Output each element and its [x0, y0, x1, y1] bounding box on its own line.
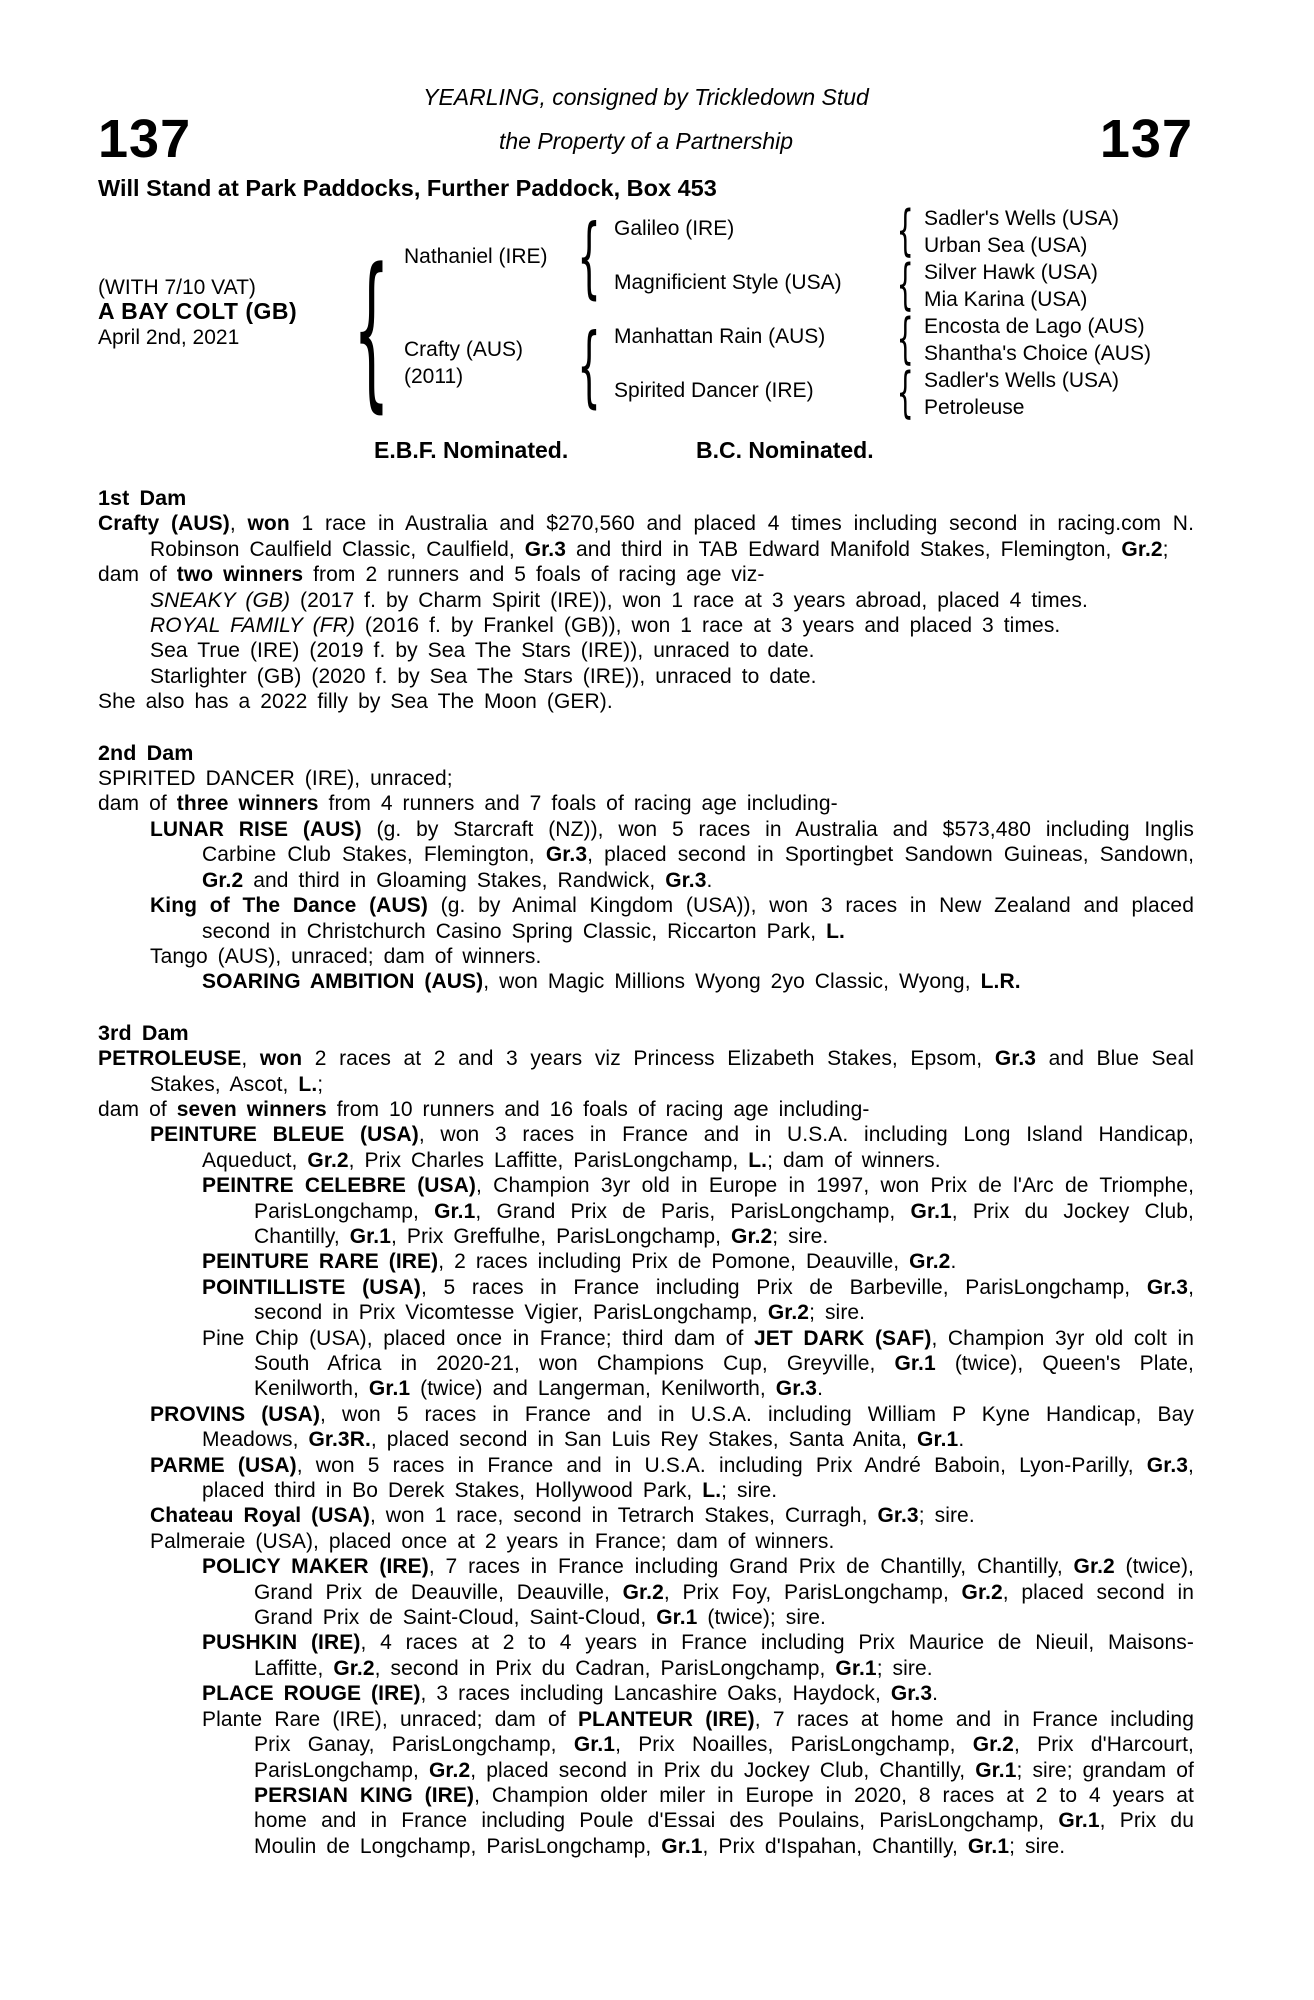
bc-nomination: B.C. Nominated.: [696, 437, 874, 463]
pedigree-paragraph: Sea True (IRE) (2019 f. by Sea The Stars (IRE)), unraced to date.: [150, 639, 815, 663]
sire-dam: Magnificient Style (USA): [614, 271, 842, 294]
foaling-date: April 2nd, 2021: [98, 326, 240, 349]
dam-year: (2011): [404, 365, 464, 388]
dam-name: Crafty (AUS): [404, 338, 524, 361]
lot-number-left: 137: [98, 109, 192, 169]
pedigree-paragraph: ROYAL FAMILY (FR) (2016 f. by Frankel (GB)), won 1 race at 3 years and placed 3 times.: [150, 614, 1061, 638]
pedigree-paragraph: dam of two winners from 2 runners and 5 foals of racing age viz-: [98, 563, 765, 587]
pedigree-paragraph: She also has a 2022 filly by Sea The Moon (GER).: [98, 690, 613, 714]
pedigree-paragraph: PUSHKIN (IRE), 4 races at 2 to 4 years in France including Prix Maurice de Nieuil, Maisons-Laffitte, Gr.2, second in Prix du Cadran, ParisLongchamp, Gr.1; sire.: [202, 1631, 1195, 1680]
pedigree-paragraph: PEINTRE CELEBRE (USA), Champion 3yr old in Europe in 1997, won Prix de l'Arc de Triomphe, ParisLongchamp, Gr.1, Grand Prix de Paris, ParisLongchamp, Gr.1, Prix du Jockey Club, Chantilly, Gr.1, Prix Greffulhe, ParisLongchamp, Gr.2; sire.: [202, 1174, 1195, 1248]
great-grandparent-name: Encosta de Lago (AUS): [924, 315, 1145, 338]
dam-sire: Manhattan Rain (AUS): [614, 325, 826, 348]
vat-note: (WITH 7/10 VAT): [98, 276, 256, 299]
pedigree-brace-icon: {: [896, 307, 914, 370]
great-grandparent-name: Sadler's Wells (USA): [924, 207, 1119, 230]
great-grandparent-name: Mia Karina (USA): [924, 288, 1088, 311]
consignor-line: YEARLING, consigned by Trickledown Stud: [423, 84, 869, 110]
pedigree-brace-icon: {: [896, 253, 914, 316]
pedigree-paragraph: PETROLEUSE, won 2 races at 2 and 3 years viz Princess Elizabeth Stakes, Epsom, Gr.3 and Blue Seal Stakes, Ascot, L.;: [98, 1047, 1194, 1096]
great-grandparent-name: Silver Hawk (USA): [924, 261, 1098, 284]
pedigree-brace-icon: {: [896, 199, 914, 262]
pedigree-paragraph: King of The Dance (AUS) (g. by Animal Kingdom (USA)), won 3 races in New Zealand and placed second in Christchurch Casino Spring Classic, Riccarton Park, L.: [150, 894, 1194, 943]
pedigree-paragraph: dam of seven winners from 10 runners and 16 foals of racing age including-: [98, 1097, 870, 1121]
sire-sire: Galileo (IRE): [614, 217, 735, 240]
pedigree-paragraph: POINTILLISTE (USA), 5 races in France including Prix de Barbeville, ParisLongchamp, Gr.3, second in Prix Vicomtesse Vigier, ParisLongchamp, Gr.2; sire.: [202, 1275, 1195, 1325]
pedigree-paragraph: Crafty (AUS), won 1 race in Australia and $270,560 and placed 4 times including second in racing.com N. Robinson Caulfield Classic, Caulfield, Gr.3 and third in TAB Edward Manifold Stakes, Flemington, Gr.2;: [98, 512, 1195, 561]
dam-section-heading: 1st Dam: [98, 486, 187, 510]
pedigree-paragraph: Palmeraie (USA), placed once at 2 years in France; dam of winners.: [150, 1529, 835, 1553]
dam-section-heading: 2nd Dam: [98, 740, 194, 765]
pedigree-paragraph: Chateau Royal (USA), won 1 race, second in Tetrarch Stakes, Curragh, Gr.3; sire.: [150, 1504, 975, 1528]
pedigree-paragraph: Pine Chip (USA), placed once in France; third dam of JET DARK (SAF), Champion 3yr old colt in South Africa in 2020-21, won Champions Cup, Greyville, Gr.1 (twice), Queen's Plate, Kenilworth, Gr.1 (twice) and Langerman, Kenilworth, Gr.3.: [202, 1326, 1194, 1401]
pedigree-paragraph: PEINTURE BLEUE (USA), won 3 races in France and in U.S.A. including Long Island Handicap, Aqueduct, Gr.2, Prix Charles Laffitte, ParisLongchamp, L.; dam of winners.: [150, 1123, 1194, 1172]
dam-dam: Spirited Dancer (IRE): [614, 379, 814, 402]
pedigree-paragraph: PLACE ROUGE (IRE), 3 races including Lancashire Oaks, Haydock, Gr.3.: [202, 1682, 939, 1706]
great-grandparent-name: Sadler's Wells (USA): [924, 369, 1119, 392]
catalogue-body: [98, 486, 1194, 1859]
pedigree-brace-icon: {: [577, 205, 601, 308]
pedigree-paragraph: PROVINS (USA), won 5 races in France and in U.S.A. including William P Kyne Handicap, Bay Meadows, Gr.3R., placed second in San Luis Rey Stakes, Santa Anita, Gr.1.: [150, 1402, 1194, 1452]
pedigree-brace-icon: {: [896, 361, 914, 424]
property-line: the Property of a Partnership: [498, 128, 794, 154]
dam-section-heading: 3rd Dam: [98, 1020, 189, 1045]
pedigree-brace-icon: {: [577, 314, 601, 417]
great-grandparent-name: Urban Sea (USA): [924, 234, 1088, 257]
pedigree-paragraph: LUNAR RISE (AUS) (g. by Starcraft (NZ)), won 5 races in Australia and $573,480 including Inglis Carbine Club Stakes, Flemington, Gr.3, placed second in Sportingbet Sandown Guineas, Sandown, Gr.2 and third in Gloaming Stakes, Randwick, Gr.3.: [150, 817, 1195, 892]
pedigree-paragraph: SPIRITED DANCER (IRE), unraced;: [98, 767, 453, 791]
pedigree-paragraph: PARME (USA), won 5 races in France and in U.S.A. including Prix André Baboin, Lyon-Parilly, Gr.3, placed third in Bo Derek Stakes, Hollywood Park, L.; sire.: [150, 1453, 1194, 1503]
pedigree-brace-icon: {: [352, 232, 390, 428]
stand-location-line: Will Stand at Park Paddocks, Further Paddock, Box 453: [98, 175, 717, 201]
colt-name: A BAY COLT (GB): [98, 298, 298, 324]
ebf-nomination: E.B.F. Nominated.: [374, 437, 569, 463]
lot-number-right: 137: [1099, 109, 1193, 169]
pedigree-paragraph: dam of three winners from 4 runners and 7 foals of racing age including-: [98, 792, 838, 816]
great-grandparent-name: Shantha's Choice (AUS): [924, 342, 1151, 365]
pedigree-paragraph: PEINTURE RARE (IRE), 2 races including Prix de Pomone, Deauville, Gr.2.: [202, 1250, 957, 1274]
pedigree-paragraph: Starlighter (GB) (2020 f. by Sea The Stars (IRE)), unraced to date.: [150, 664, 817, 688]
sire-name: Nathaniel (IRE): [404, 245, 548, 268]
pedigree-paragraph: Plante Rare (IRE), unraced; dam of PLANTEUR (IRE), 7 races at home and in France including Prix Ganay, ParisLongchamp, Gr.1, Prix Noailles, ParisLongchamp, Gr.2, Prix d'Harcourt, ParisLongchamp, Gr.2, placed second in Prix du Jockey Club, Chantilly, Gr.1; sire; grandam of PERSIAN KING (IRE), Champion older miler in Europe in 2020, 8 races at 2 to 4 years at home and in France including Poule d'Essai des Poulains, ParisLongchamp, Gr.1, Prix du Moulin de Longchamp, ParisLongchamp, Gr.1, Prix d'Ispahan, Chantilly, Gr.1; sire.: [202, 1707, 1194, 1858]
pedigree-paragraph: SNEAKY (GB) (2017 f. by Charm Spirit (IRE)), won 1 race at 3 years abroad, placed 4 times.: [150, 588, 1088, 612]
great-grandparent-name: Petroleuse: [924, 396, 1025, 419]
pedigree-paragraph: SOARING AMBITION (AUS), won Magic Millions Wyong 2yo Classic, Wyong, L.R.: [202, 970, 1021, 994]
pedigree-paragraph: POLICY MAKER (IRE), 7 races in France including Grand Prix de Chantilly, Chantilly, Gr.2 (twice), Grand Prix de Deauville, Deauville, Gr.2, Prix Foy, ParisLongchamp, Gr.2, placed second in Grand Prix de Saint-Cloud, Saint-Cloud, Gr.1 (twice); sire.: [202, 1555, 1194, 1630]
pedigree-paragraph: Tango (AUS), unraced; dam of winners.: [150, 944, 542, 968]
